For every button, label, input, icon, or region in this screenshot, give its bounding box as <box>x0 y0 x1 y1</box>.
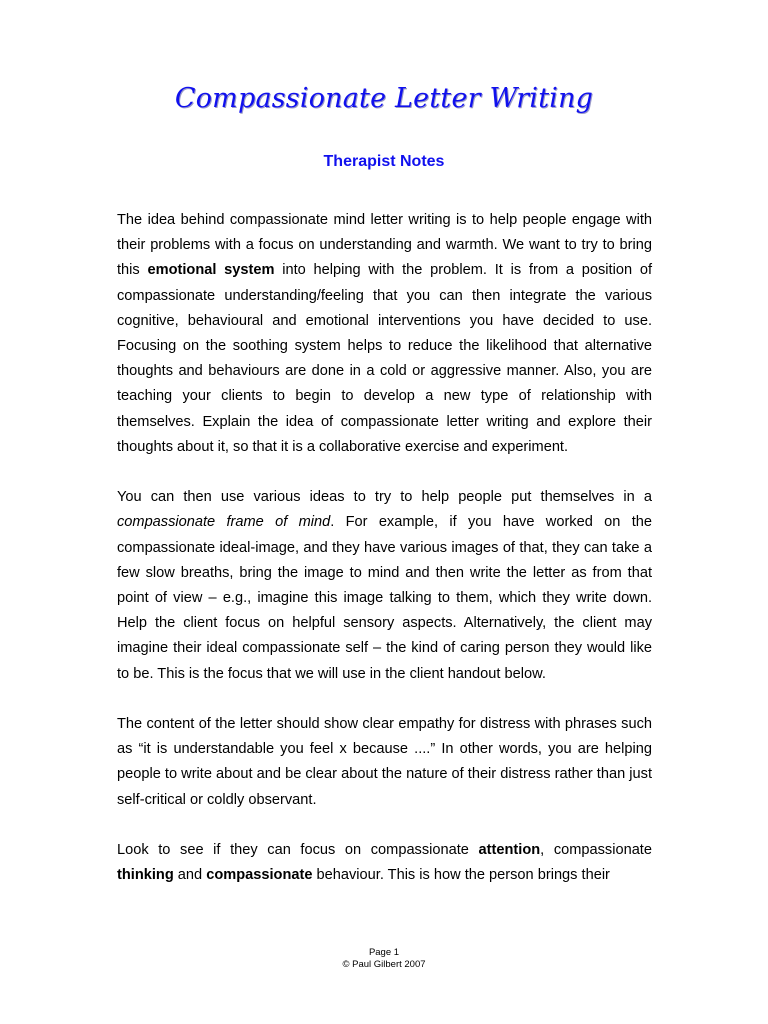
body-paragraph-3 <box>117 712 652 813</box>
page-subtitle: Therapist Notes <box>323 153 445 170</box>
page-number: Page 1 <box>368 947 400 958</box>
text-run: into helping with the problem. It is from a position of compassionate understanding/feeling that you can then integrate the various cognitive, behavioural and emotional interventions you have decided to use. Focusing on the soothing system helps to reduce the likelihood that alternative thoughts and behaviours are done in a cold or aggressive manner. Also, you are teaching your clients to begin to develop a new type of relationship with themselves. Explain the idea of compassionate letter writing and explore their thoughts about it, so that it is a collaborative exercise and experiment. <box>117 262 653 455</box>
copyright-notice: © Paul Gilbert 2007 <box>342 959 426 970</box>
page-title: Compassionate Letter Writing <box>174 83 594 114</box>
emphasis-bold: thinking <box>117 867 174 884</box>
text-run: The content of the letter should show clear empathy for distress with phrases such as “it is understandable you feel x because ....” In other words, you are helping people to write about and be clear about the nature of their distress rather than just self-critical or coldly observant. <box>117 716 652 808</box>
text-run: behaviour. This is how the person brings their <box>312 867 610 884</box>
emphasis-bold: emotional system <box>147 262 275 279</box>
emphasis-bold: attention <box>478 842 541 859</box>
emphasis-bold: compassionate <box>206 867 313 884</box>
body-paragraph-2 <box>117 485 652 687</box>
body-paragraph-4 <box>117 838 652 888</box>
text-run: . For example, if you have worked on the compassionate ideal-image, and they have various images of that, they can take a few slow breaths, bring the image to mind and then write the letter as from that point of view – e.g., imagine this image talking to them, which they write down. Help the client focus on helpful sensory aspects. Alternatively, the client may imagine their ideal compassionate self – the kind of caring person they would like to be. This is the focus that we will use in the client handout below. <box>117 514 652 682</box>
document-body <box>117 208 652 888</box>
text-run: and <box>173 867 207 884</box>
text-run: , compassionate <box>540 842 652 859</box>
text-run: Look to see if they can focus on compassionate <box>117 842 479 859</box>
body-paragraph-1 <box>117 208 652 460</box>
emphasis-italic: compassionate frame of mind <box>117 514 331 531</box>
page-footer <box>0 947 768 971</box>
text-run: The idea behind compassionate mind letter writing is to help people engage with their problems with a focus on understanding and warmth. We want to try to bring this <box>117 212 652 279</box>
text-run: You can then use various ideas to try to help people put themselves in a <box>117 489 652 506</box>
